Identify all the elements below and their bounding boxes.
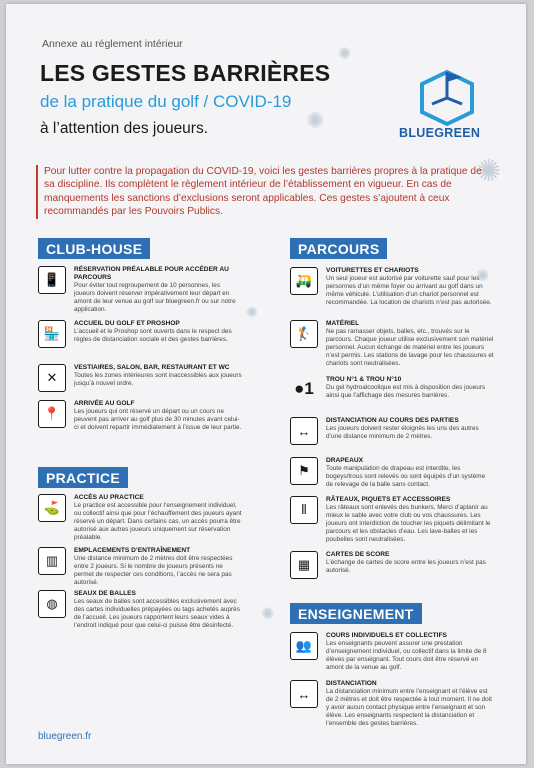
ball-bucket-icon: ◍	[38, 590, 66, 618]
audience-line: à l’attention des joueurs.	[40, 120, 209, 137]
logo-emblem-icon	[402, 64, 492, 126]
section-heading-enseignement: ENSEIGNEMENT	[290, 603, 422, 624]
golf-clubs-icon: 🏌	[290, 320, 318, 348]
practice-icon: ⛳	[38, 494, 66, 522]
page-title: LES GESTES BARRIÈRES	[40, 60, 331, 86]
annex-note: Annexe au réglement intérieur	[42, 38, 183, 50]
scorecard-icon: ▦	[290, 551, 318, 579]
intro-paragraph: Pour lutter contre la propagation du COVID-19, voici les gestes barrières propres à la pratique de sa discipline. Ils complètent le règlement intérieur de l’établissement en vigueur. En cas de manquements les sanctions d’exclusions seront applicables. Ces gestes s’ajoutent à ceux recommandés par les Pouvoirs Publics.	[36, 165, 494, 219]
section-heading-clubhouse: CLUB-HOUSE	[38, 238, 150, 259]
distance-icon: ↔	[290, 680, 318, 708]
footer-website: bluegreen.fr	[38, 731, 92, 742]
flag-icon: ⚑	[290, 457, 318, 485]
phone-icon: 📱	[38, 266, 66, 294]
page-subtitle: de la pratique du golf / COVID-19	[40, 92, 292, 111]
distance-icon: ↔	[290, 417, 318, 445]
rake-icon: ⫴	[290, 496, 318, 524]
teacher-icon: 👥	[290, 632, 318, 660]
location-icon: 📍	[38, 400, 66, 428]
virus-decoration-icon: ✺	[306, 108, 325, 133]
hitting-bays-icon: ▥	[38, 547, 66, 575]
section-heading-practice: PRACTICE	[38, 467, 128, 488]
section-heading-parcours: PARCOURS	[290, 238, 387, 259]
poster: ✺ ✺ ✺ ✺ ✺ ✺ Annexe au réglement intérieur LES GESTES BARRIÈRES de la pratique du golf / COVID-19 à l’attention des joueurs. BLUEGREEN Pour lutter contre la propagation du COVID-19, voici les gestes barrières propres à la pratique de sa discipline. Ils complètent le règlement intérieur de l’établissement en vigueur. En cas de manquements les sanctions d’exclusions seront applicables. Ces gestes s’ajoutent à ceux recommandés par les Pouvoirs Publics. CLUB-HOUSE 📱 RÉSERVATION PRÉALABLE POUR ACCÉDER AU PARCOURS Pour éviter tout regroupement de 10 personnes, les joueurs doivent réserver impérativement leur départ en amont de leur venue au golf sur bluegreen.fr ou sur notre application. 🏪 ACCUEIL DU GOLF ET PROSHOP L’accueil et le Proshop sont ouverts dans le respect des règles de distanciation sociale et des gestes barrières. ✕ VESTIAIRES, SALON, BAR, RESTAURANT ET WC Toutes les zones intérieures sont inaccessibles aux joueurs jusqu’à nouvel ordre. 📍 ARRIVÉE AU GOLF Les joueurs qui ont réservé un départ ou un cours ne peuvent pas arriver au golf plus de 30 minutes avant celui-ci et doivent repartir immédiatement à l’issue de leur partie. PRACTICE ⛳ ACCÈS AU PRACTICE Le practice est accessible pour l’enseignement individuel, ou collectif ainsi que pour l’échauffement des joueurs ayant réservé un départ. Dans certains cas, un accès pourra être autorisé aux autres joueurs uniquement sur réservation préalable. ▥ EMPLACEMENTS D’ENTRAÎNEMENT Une distance minimum de 2 mètres doit être respectées entre 2 joueurs. Si le nombre de joueurs présents ne permet de respecter ces conditions, l’accès ne sera pas autorisé. ◍ SEAUX DE BALLES Les seaux de balles sont accessibles exclusivement avec des cartes individuelles prépayées ou tags achetés auprès de l’accueil. Les joueurs rapportent leurs seaux vides à l’endroit indiqué pour que celui-ci puisse être désinfecté. PARCOURS 🛺 VOITURETTES ET CHARIOTS Un seul joueur est autorisé par voiturette sauf pour les personnes d’un même foyer ou arrivant au golf dans un même véhicule. L’utilisation d’un chariot personnel est recommandée. La location de chariots n’est pas autorisée. 🏌 MATÉRIEL Ne pas ramasser objets, balles, etc., trouvés sur le parcours. Chaque joueur utilise exclusivement son matériel personnel. Aucun échange de matériel entre les joueurs n’est permis. Les stations de lavage pour les chaussures et chariots sont neutralisées. ●1 TROU N°1 & TROU N°10 Du gel hydroalcoolique est mis à disposition des joueurs ainsi que l’affichage des mesures barrières. ↔ DISTANCIATION AU COURS DES PARTIES Les joueurs doivent rester éloignés les uns des autres d’une distance minimum de 2 mètres. ⚑ DRAPEAUX Toute manipulation de drapeau est interdite, les bogeys/trous sont relevés ou sont équipés d’un système de relevage de la balle sans contact. ⫴ RÂTEAUX, PIQUETS ET ACCESSOIRES Les râteaux sont enlevés des bunkers. Merci d’aplanir au mieux le sable avec votre club ou vos chaussures. Les joueurs ont interdiction de toucher les piquets délimitant le parcours et les obstacles d’eau. Les lave-balles et les poubelles sont neutralisées. ▦ CARTES DE SCORE L’échange de cartes de score entre les joueurs n’est pas autorisé. ENSEIGNEMENT 👥 COURS INDIVIDUELS ET COLLECTIFS Les enseignants peuvent assurer une prestation d’enseignement individuel, ou collectif dans la limite de 8 élèves par enseignant. Tout cours doit être réservé en amont de la venue au golf. ↔ DISTANCIATION La distanciation minimum entre l’enseignant et l’élève est de 2 mètres et doit être respectée à tout moment. Il ne doit y avoir aucun contact physique entre l’enseignant et son élève. Les enseignants respectent la distanciation et l’ensemble des gestes barrières. bluegreen.fr	[6, 4, 526, 764]
virus-decoration-icon: ✺	[246, 304, 258, 320]
closed-icon: ✕	[38, 364, 66, 392]
virus-decoration-icon: ✺	[261, 606, 275, 623]
hole-icon: ●1	[294, 379, 314, 398]
brand-name: BLUEGREEN	[399, 126, 481, 140]
virus-decoration-icon: ✺	[476, 155, 502, 188]
golf-cart-icon: 🛺	[290, 267, 318, 295]
virus-decoration-icon: ✺	[476, 268, 490, 285]
store-icon: 🏪	[38, 320, 66, 348]
virus-decoration-icon: ✺	[338, 46, 352, 63]
